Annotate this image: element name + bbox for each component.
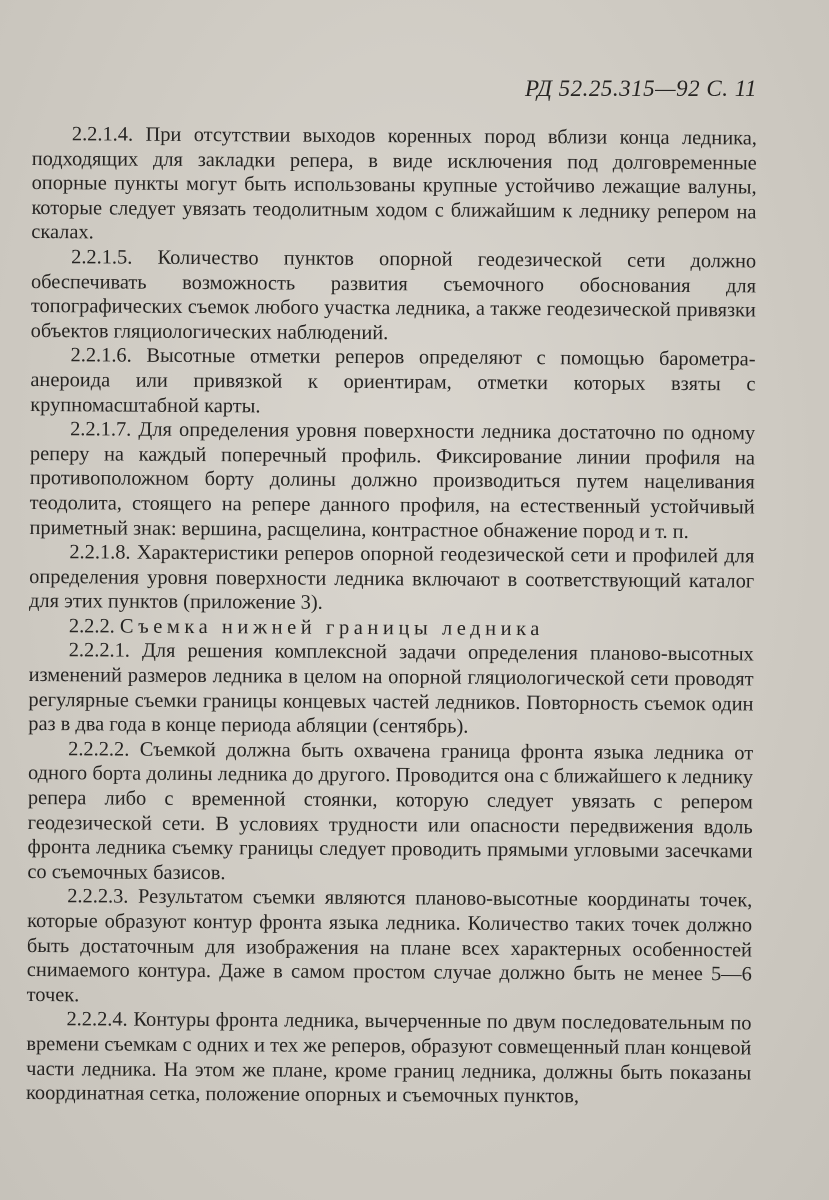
paragraph-2-2-2-3: 2.2.2.3. Результатом съемки являются планово-высотные координаты точек, которые образуют контур фронта языка ледника. Количество таких точек должно быть достаточным для изображения на плане всех характерных особенностей снимаемого контура. Даже в самом простом случае должно быть не менее 5—6 точек. bbox=[26, 885, 753, 1007]
paragraph-2-2-1-6: 2.2.1.6. Высотные отметки реперов определяют с помощью барометра-анероида или привязкой к ориентирам, отметки которых взяты с крупномасштабной карты. bbox=[30, 344, 756, 417]
paragraph-2-2-1-5: 2.2.1.5. Количество пунктов опорной геодезической сети должно обеспечивать возможность развития съемочного обоснования для топографических съемок любого участка ледника, а также геодезической привязки объектов гляциологических наблюдений. bbox=[30, 246, 757, 344]
section-title: Съемка нижней границы ледника bbox=[119, 615, 545, 641]
paragraph-2-2-2-4: 2.2.2.4. Контуры фронта ледника, вычерченные по двум последовательным по времени съемкам с одних и тех же реперов, образуют совмещенный план концевой части ледника. На этом же плане, кроме границ ледника, должны быть показаны координатная сетка, положение опорных и съемочных пунктов, bbox=[26, 1008, 752, 1108]
paragraph-2-2-1-4: 2.2.1.4. При отсутствии выходов коренных пород вблизи конца ледника, подходящих для закладки репера, в виде исключения под долговременные опорные пункты могут быть использованы крупные устойчиво лежащие валуны, которые следует увязать теодолитным ходом с ближайшим к леднику репером на скалах. bbox=[31, 123, 757, 244]
paragraph-2-2-1-8: 2.2.1.8. Характеристики реперов опорной геодезической сети и профилей для определения уровня поверхности ледника включают в соответствующий каталог для этих пунктов (приложение 3). bbox=[29, 541, 755, 615]
paragraph-2-2-2-1: 2.2.2.1. Для решения комплексной задачи определения планово-высотных изменений размеров ледника в целом на опорной гляциологической сети проводят регулярные съемки границы концевых частей ледников. Повторность съемок один раз в два года в конце периода абляции (сентябрь). bbox=[28, 639, 754, 738]
section-number: 2.2.2. bbox=[68, 615, 115, 638]
paragraph-2-2-2-2: 2.2.2.2. Съемкой должна быть охвачена граница фронта языка ледника от одного борта долины ледника до другого. Проводится она с ближайшего к леднику репера либо с временной стоянки, которую следует увязать с репером геодезической сети. В условиях трудности или опасности передвижения вдоль фронта ледника съемку границы следует проводить прямыми угловыми засечками со съемочных базисов. bbox=[27, 738, 754, 885]
paragraph-2-2-1-7: 2.2.1.7. Для определения уровня поверхности ледника достаточно по одному реперу на каждый поперечный профиль. Фиксирование линии профиля на противоположном борту долины должно производиться путем нацеливания теодолита, стоящего на репере данного профиля, на естественный устойчивый приметный знак: вершина, расщелина, контрастное обнажение пород и т. п. bbox=[29, 418, 756, 543]
body-text bbox=[26, 122, 757, 1110]
page-header: РД 52.25.315—92 С. 11 bbox=[525, 76, 757, 101]
